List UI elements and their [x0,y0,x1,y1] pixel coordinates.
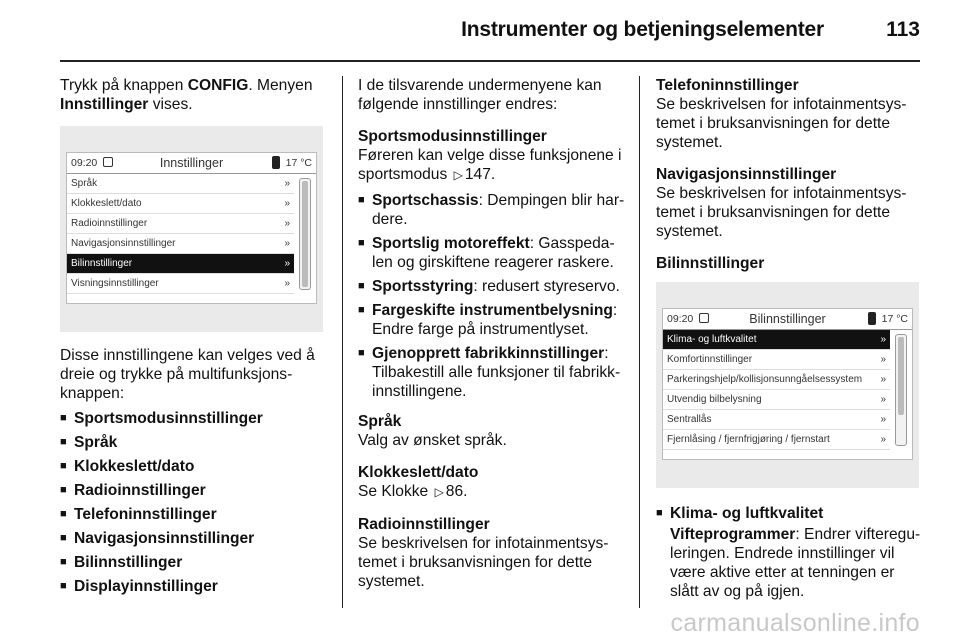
settings-bullet-item: ■ Radioinnstillinger [60,482,206,499]
page-ref-arrow-icon: ▷ [434,485,444,499]
screen-menu-item-label: Sentrallås [667,414,712,425]
screen-time: 09:20 [667,313,694,325]
header-divider [60,60,920,62]
fan-program-paragraph: Vifteprogrammer: Endrer viftereguleringen. Endrede innstillinger vil være aktive etter at tenningen er slått av og på igjen. [670,526,921,600]
settings-bullet-item: ■ Navigasjonsinnstillinger [60,530,255,547]
chevron-right-icon: » [284,238,290,249]
chevron-right-icon: » [880,394,886,405]
chevron-right-icon: » [284,258,290,269]
screen-menu-item[interactable] [663,430,890,450]
screen-menu-item[interactable] [67,234,294,254]
screen-menu-item[interactable] [663,390,890,410]
settings-bullet-item: ■ Sportsmodusinnstillinger [60,410,263,427]
screen-menu-item[interactable] [67,274,294,294]
column-2 [358,76,626,591]
screen-menu-item-label: Parkeringshjelp/kollisjonsunngåelsessystem [667,374,863,385]
screen-menu-item[interactable] [67,214,294,234]
chevron-right-icon: » [284,218,290,229]
clock-paragraph: Se Klokke ▷ 86. [358,483,468,500]
screen-menu-item-label: Klokkeslett/dato [71,198,142,209]
column-divider-1 [342,76,343,608]
chevron-right-icon: » [284,198,290,209]
column-3-lower [656,504,921,601]
sport-heading: Sportsmodusinnstillinger [358,128,547,145]
screen-menu-item-label: Komfortinnstillinger [667,354,753,365]
page-header-title: Instrumenter og betjeningselementer [461,18,824,41]
phone-heading: Telefoninnstillinger [656,77,799,94]
screen-menu-item[interactable] [663,330,890,350]
clock-icon [699,313,709,323]
screen-menu-item-label: Navigasjonsinnstillinger [71,238,176,249]
config-button-label: CONFIG [187,77,249,94]
settings-screen [66,152,317,304]
climate-bullet: ■ Klima- og luftkvalitet [656,505,824,522]
page-ref-arrow-icon: ▷ [453,168,463,182]
sport-bullet-item: ■ Sportslig motoreffekt: Gasspedalen og girskiftene reagerer raskere. [358,235,615,271]
screen-time: 09:20 [71,157,98,169]
phone-paragraph: Se beskrivelsen for infotainmentsystemet i bruksanvisningen for dette systemet. [656,96,907,151]
screen-menu-item-label: Bilinnstillinger [71,258,133,269]
screen-menu-item[interactable] [663,370,890,390]
screen-menu-item-label: Utvendig bilbelysning [667,394,762,405]
chevron-right-icon: » [880,414,886,425]
screen-menu-item-label: Språk [71,178,98,189]
screen-menu-item-label: Fjernlåsing / fjernfrigjøring / fjernstart [667,434,830,445]
column-1 [60,76,328,114]
car-settings-screen [662,308,913,460]
chevron-right-icon: » [284,178,290,189]
nav-paragraph: Se beskrivelsen for infotainmentsystemet i bruksanvisningen for dette systemet. [656,185,907,240]
screen-menu-list [67,174,316,294]
screen-menu-item-label: Klima- og luftkvalitet [667,334,757,345]
chevron-right-icon: » [880,374,886,385]
screen-title: Bilinnstillinger [749,312,826,326]
column-1-lower [60,346,328,601]
screen-temperature: 17 °C [285,157,312,169]
nav-heading: Navigasjonsinnstillinger [656,166,837,183]
settings-bullet-list [60,409,328,596]
language-heading: Språk [358,413,402,430]
screen-temperature: 17 °C [881,313,908,325]
screen-menu-item-label: Visningsinnstillinger [71,278,159,289]
watermark: carmanualsonline.info [670,609,920,637]
screen-status-bar [663,309,912,330]
chevron-right-icon: » [880,334,886,345]
screen-scrollbar [299,178,311,290]
settings-bullet-item: ■ Bilinnstillinger [60,554,183,571]
column-3 [656,76,921,273]
column-divider-2 [639,76,640,608]
screen-menu-item[interactable] [663,410,890,430]
screen-scrollbar [895,334,907,446]
sport-bullet-item: ■ Sportschassis: Dempingen blir hardere. [358,192,625,228]
chevron-right-icon: » [880,434,886,445]
language-paragraph: Valg av ønsket språk. [358,432,507,449]
chevron-right-icon: » [880,354,886,365]
page-number: 113 [886,18,920,41]
settings-bullet-item: ■ Klokkeslett/dato [60,458,195,475]
intro-paragraph: Trykk på knappen CONFIG. Menyen Innstillinger vises. [60,77,313,113]
screen-status-bar [67,153,316,174]
sport-bullet-item: ■ Fargeskifte instrumentbelysning: Endre farge på instrumentlyset. [358,302,618,338]
settings-bullet-item: ■ Språk [60,434,118,451]
sport-bullet-item: ■ Sportsstyring: redusert styreservo. [358,278,620,295]
car-settings-heading: Bilinnstillinger [656,255,765,272]
radio-heading: Radioinnstillinger [358,516,490,533]
screen-menu-item[interactable] [67,174,294,194]
submenu-intro: I de tilsvarende undermenyene kan følgende innstillinger endres: [358,77,602,113]
screen-menu-item[interactable] [663,350,890,370]
settings-menu-label: Innstillinger [60,96,149,113]
clock-heading: Klokkeslett/dato [358,464,479,481]
screen-menu-item[interactable] [67,194,294,214]
screen-menu-item-label: Radioinnstillinger [71,218,148,229]
sport-paragraph: Føreren kan velge disse funksjonene i sportsmodus ▷ 147. [358,147,622,183]
sport-bullet-list [358,191,626,401]
clock-icon [103,157,113,167]
radio-paragraph: Se beskrivelsen for infotainmentsystemet i bruksanvisningen for dette systemet. [358,535,609,590]
screen-menu-item[interactable] [67,254,294,274]
settings-bullet-item: ■ Telefoninnstillinger [60,506,217,523]
chevron-right-icon: » [284,278,290,289]
selection-paragraph: Disse innstillingene kan velges ved å dreie og trykke på multifunksjonsknappen: [60,347,315,402]
thermometer-icon [868,312,876,325]
thermometer-icon [272,156,280,169]
car-settings-screen-image [656,282,919,488]
settings-screen-image [60,126,323,332]
screen-title: Innstillinger [159,156,224,170]
screen-menu-list [663,330,912,450]
settings-bullet-item: ■ Displayinnstillinger [60,578,218,595]
sport-bullet-item: ■ Gjenopprett fabrikkinnstillinger: Tilbakestill alle funksjoner til fabrikkinnstillingene. [358,345,621,400]
